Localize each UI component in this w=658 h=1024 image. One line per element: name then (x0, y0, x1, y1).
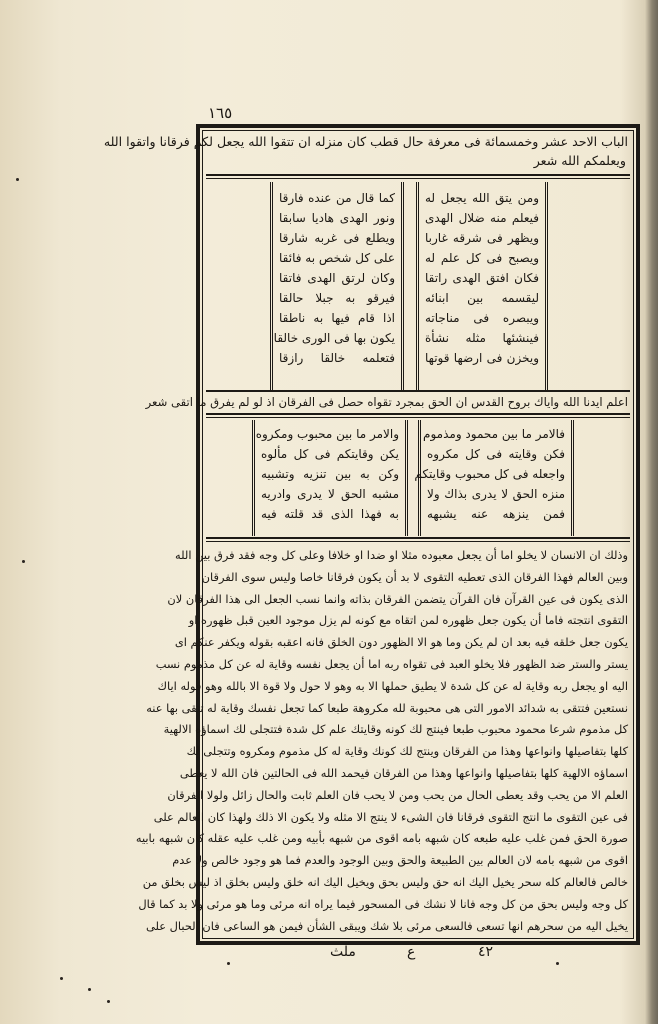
prose-line: نستعین فتتقی به شدائد الامور التی هی محبوبة لله مکروهة طبعا کما تجعل نفسك وقایة له تتقی بها عنه (146, 700, 628, 715)
prose-line: صورة الحق فمن غلب علیه طبعه کان شبهه بامه اقوی من شبهه بأبیه ومن غلب علیه عقله کان شبهه بابیه (135, 831, 628, 846)
verse-line: فیرقو به جبلا حالقا (279, 291, 395, 305)
verse-line: یکون بها فی الوری خالقا (273, 331, 395, 345)
prose-line: یکون جعل خلقه فیه بعد ان لم یکن وما هو الا الظهور دون الخلق فانه اعقبه بقوله ویکفر عنکم ای (174, 635, 628, 650)
verse-line: فکان افتق الهدی راتقا (425, 271, 539, 285)
prose-line: الذی یکون فی عین القرآن فان القرآن یتضمن الفرقان بذاته وانما نسب الجعل الی هذا الفرقان لان (167, 591, 628, 606)
speck (16, 178, 19, 181)
divider (206, 541, 630, 542)
verse-line: ویطلع فی غربه شارقا (279, 231, 395, 245)
verse-line: فتعلمه خالقا رازقا (279, 351, 395, 365)
prose-line: یستر والستر ضد الظهور فلا یخلو العبد فی تقواه ربه اما أن یجعل نفسه وقایة له عن کل مذموم نسب (155, 657, 628, 671)
verse-line: ویبصره فی مناجاته (425, 311, 539, 325)
chapter-heading-line-2: ویعلمکم الله شعر (533, 153, 626, 168)
speck (107, 1000, 110, 1003)
divider (206, 417, 630, 418)
prose-line: یخیل الیه من سحرهم انها تسعی فالسعی مرئی بلا شك ویبقی الشأن فیمن هو الساعی فان الحبال علی (145, 918, 628, 933)
divider (206, 413, 630, 415)
speck (227, 962, 230, 965)
chapter-heading-line-1: الباب الاحد عشر وخمسمائة فی معرفة حال قطب کان منزله ان تتقوا الله یجعل لکم فرقانا واتقوا الله (103, 134, 628, 149)
verse-line: فمن ینزهه عنه یشبهه (427, 507, 565, 521)
verse-line: ویصبح فی کل علم له (425, 251, 539, 265)
verse-line: واجعله فی کل محبوب وقایتکم (414, 467, 565, 481)
verse-line: منزه الحق لا یدری بذاك ولا (427, 487, 565, 501)
page-number: ١٦٥ (208, 104, 233, 122)
prose-line: وبین العالم فهذا الفرقان الذی تعطیه التقوی لا بد أن یکون فرقانا خاصا ولیس سوی الفرقان (201, 569, 628, 584)
verse-line: ویخزن فی ارضها قوتها (425, 351, 539, 365)
verse-line: مشبه الحق لا یدری وادریه (261, 487, 399, 501)
divider (206, 537, 630, 539)
prose-line: وذلك ان الانسان لا یخلو اما أن یجعل معبوده مثلا او ضدا او خلافا وعلی کل وجه فقد فرق بین الله (174, 548, 628, 562)
prose-line: کل مذموم شرعا محمود محبوب طبعا فینتج لك کونه وقایتك علم کل شدة فتتجلی لك اسماؤه الالهیة (163, 722, 628, 737)
signature-mark: ٤٢ (478, 944, 494, 960)
verse-line: فینشئها مثله نشأة (425, 331, 539, 345)
verse-line: کما قال من عنده فارقا (279, 191, 395, 205)
verse-line: وکن به بین تنزیه وتشبیه (261, 467, 399, 481)
speck (556, 962, 559, 965)
prose-line: التقوی انتجته فاما أن یکون جعل ظهوره لمن اتقاه مع کونه لم یزل موجود العین قبل ظهوره او (188, 613, 628, 628)
verse-line: وکان لرتق الهدی فاتقا (279, 271, 395, 285)
verse-line: فالامر ما بین محمود ومذموم (423, 427, 565, 441)
speck (22, 560, 25, 563)
poem2-left-column (252, 420, 408, 536)
verse-line: یکن وقایتکم فی کل مألوه (261, 447, 399, 461)
prose-line: اقوی من شبهه بامه لان العالم بین الطبیعة والحق وبین الوجود والعدم فما هو وجود خالص ولا عدم (172, 853, 628, 868)
divider (206, 390, 630, 392)
prose-line: خالص فالعالم کله سحر یخیل الیك انه حق ولیس بحق ویخیل الیك انه خلق ولیس بخلق اذ لیس بخلق من (142, 875, 628, 889)
speck (60, 977, 63, 980)
verse-line: لیقسمه بین ابنائه (425, 291, 539, 305)
verse-line: ویظهر فی شرقه غاربا (425, 231, 539, 245)
page-frame (103, 124, 640, 945)
prose-line: العلم الا من یحب وقد یعطی الحال من یحب ومن لا یحب فان العلم ثابت والحال زائل ولولا الفرقان (167, 787, 628, 802)
poem1-left-column (270, 182, 404, 390)
prose-line: کل وجه ولیس بحق من کل وجه فانا لا نشك فی المسحور فیما یراه انه مرئی وما هو مرئی ولا بد کما قال (138, 896, 628, 911)
divider (206, 178, 630, 179)
prose-line: کلها بتفاصیلها وانواعها وهذا من الفرقان وینتج لك کونك وقایة له کل مذموم ومکروه وتتجلی لك (186, 744, 628, 759)
poem1-right-column (416, 182, 548, 390)
verse-line: اذا قام فیها به ناطقا (279, 311, 395, 325)
verse-line: به فهذا الذی قد قلته فیه (261, 507, 399, 521)
divider (206, 174, 630, 176)
verse-line: ومن یتق الله یجعل له (425, 191, 539, 205)
interlude-line: اعلم ایدنا الله وایاك بروح القدس ان الحق بمجرد تقواه حصل فی الفرقان اذ لو لم یفرق ما اتقی شعر (145, 395, 628, 409)
verse-line: فیعلم منه ضلال الهدی (425, 211, 539, 225)
verse-line: فکن وقایته فی کل مکروه (427, 447, 565, 461)
prose-line: الیه او یجعل ربه وقایة له عن کل شدة لا یطیق حملها الا به وهو لا حول ولا قوة الا بالله وهو قوله ایاك (157, 678, 628, 693)
signature-mark: ملث (330, 944, 356, 960)
signature-mark: ع (407, 944, 416, 960)
prose-line: فی عین التقوی ما انتج التقوی فرقانا فان الشیء لا ینتج الا مثله ولا یکون الا ذلك ولهذا کان العالم علی (153, 809, 628, 824)
prose-line: اسماؤه الالهیة کلها بتفاصیلها وانواعها وهذا من الفرقان فیحمد الله فی الحالتین فان الله لا یعطی (179, 766, 628, 780)
verse-line: علی کل شخص به فائقا (279, 251, 395, 265)
speck (88, 988, 91, 991)
verse-line: ونور الهدی هادیا سابقا (279, 211, 395, 225)
poem2-right-column (414, 420, 574, 536)
verse-line: والامر ما بین محبوب ومکروه (255, 427, 399, 441)
